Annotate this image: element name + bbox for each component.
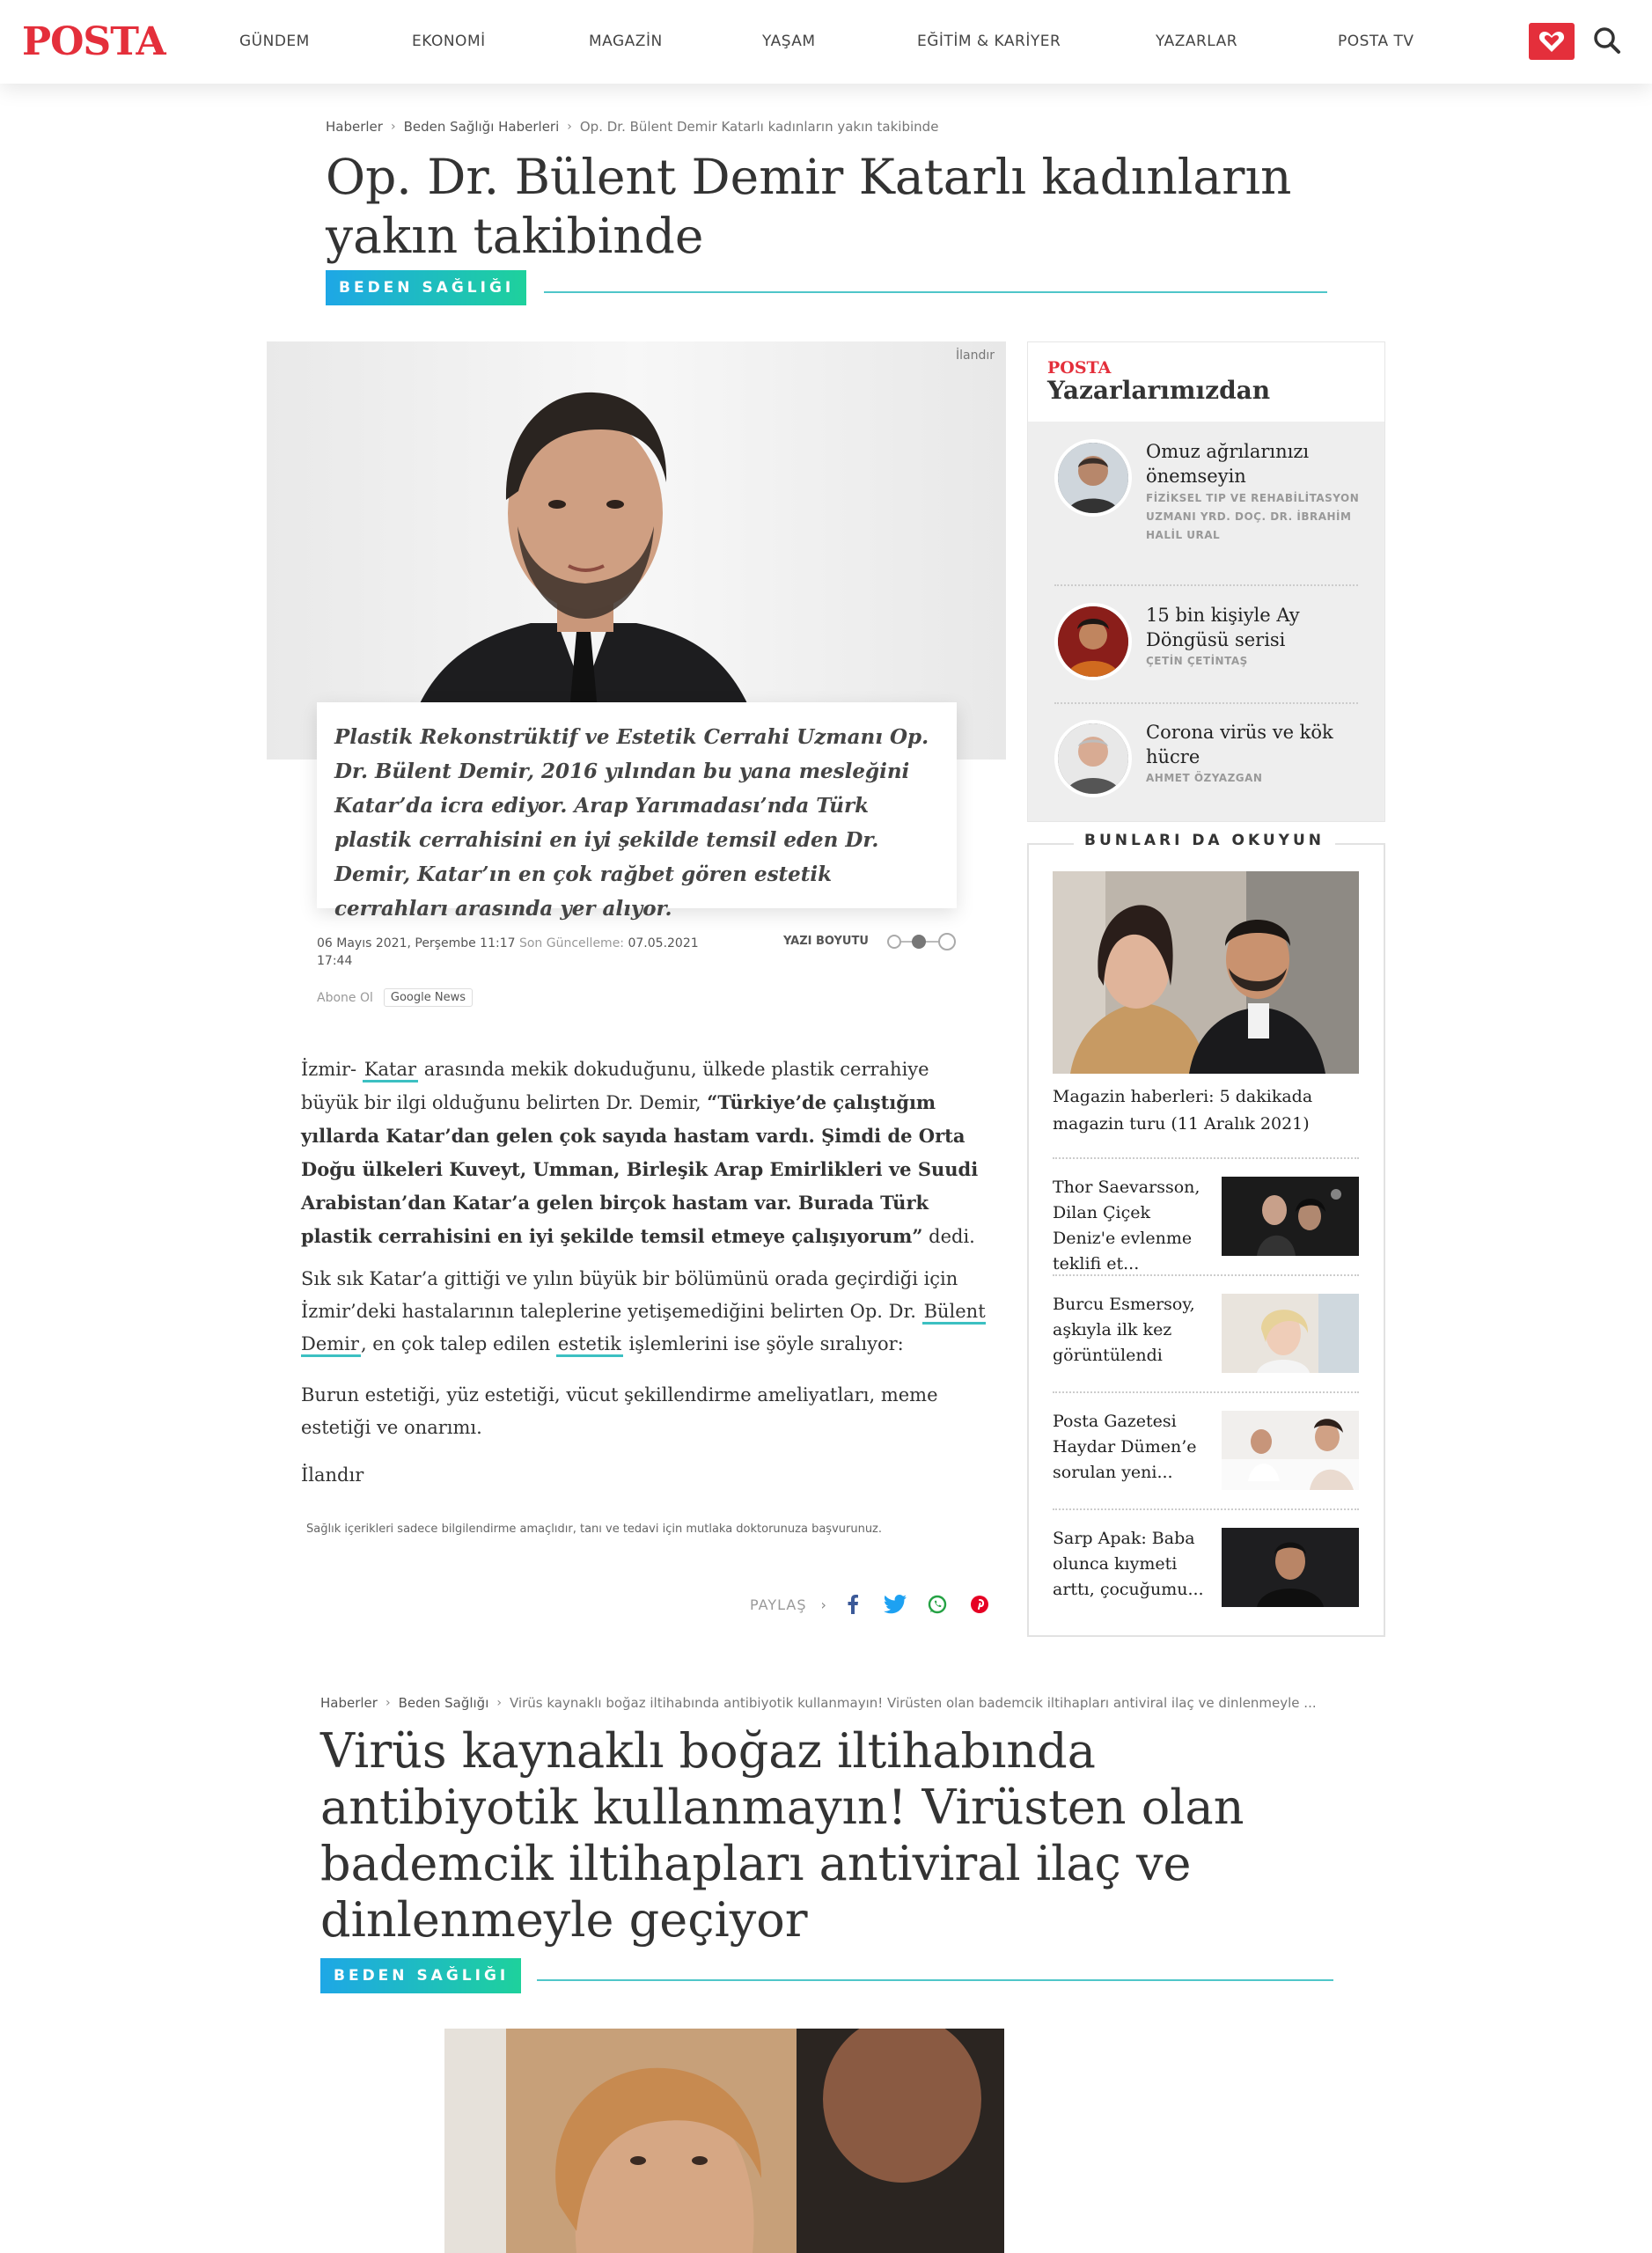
- divider: [1053, 1157, 1359, 1159]
- writers-widget: [1027, 341, 1385, 822]
- site-logo[interactable]: POSTA: [22, 19, 165, 64]
- nav-gundem[interactable]: GÜNDEM: [239, 33, 310, 50]
- divider: [1053, 1508, 1359, 1510]
- link-estetik[interactable]: estetik: [556, 1333, 623, 1357]
- read-more-title: BUNLARI DA OKUYUN: [1074, 832, 1335, 849]
- writer-article-title[interactable]: Omuz ağrılarınızı önemseyin: [1146, 441, 1310, 487]
- read-main-image[interactable]: [1053, 871, 1359, 1074]
- link-katar[interactable]: Katar: [363, 1059, 418, 1082]
- avatar: [1054, 439, 1132, 517]
- divider: [1054, 584, 1358, 586]
- doctor-portrait: [267, 341, 1006, 760]
- nav-posta-tv[interactable]: POSTA TV: [1338, 33, 1414, 50]
- read-main-caption[interactable]: Magazin haberleri: 5 dakikada magazin turu (11 Aralık 2021): [1053, 1087, 1313, 1134]
- nav-egitim-kariyer[interactable]: EĞİTİM & KARİYER: [917, 33, 1061, 50]
- search-icon: [1591, 25, 1623, 56]
- health-disclaimer: Sağlık içerikleri sadece bilgilendirme amaçlıdır, tanı ve tedavi için mutlaka doktorunuza başvurunuz.: [306, 1523, 883, 1536]
- heart-icon: [1538, 30, 1565, 53]
- share-label: PAYLAŞ: [750, 1596, 807, 1613]
- text-span: dedi.: [929, 1226, 975, 1247]
- title-divider-2: [537, 1979, 1333, 1981]
- text-span: işlemlerini ise şöyle sıralıyor:: [628, 1333, 904, 1354]
- read-item-image[interactable]: [1222, 1411, 1359, 1490]
- twitter-icon: [884, 1595, 907, 1614]
- divider: [1053, 1274, 1359, 1276]
- text-span: , en çok talep edilen: [360, 1333, 551, 1354]
- breadcrumb: [326, 119, 938, 135]
- article-paragraph-3: Burun estetiği, yüz estetiği, vücut şekillendirme ameliyatları, meme estetiği ve onarımı.: [301, 1384, 938, 1438]
- writer-article-title[interactable]: Corona virüs ve kök hücre: [1146, 722, 1333, 767]
- text-span: Sık sık Katar’a gittiği ve yılın büyük bir bölümünü orada geçirdiği için İzmir’deki hastalarının taleplerine yetişemediğini belirten Op. Dr.: [301, 1268, 958, 1322]
- breadcrumb-home[interactable]: Haberler: [320, 1695, 378, 1711]
- updated-label: Son Güncelleme:: [518, 936, 625, 950]
- twitter-share-button[interactable]: [884, 1593, 907, 1616]
- quote-text: “Türkiye’de çalıştığım yıllarda Katar’dan gelen çok sayıda hastam vardı. Şimdi de Orta Doğu ülkeleri Kuveyt, Umman, Birleşik Arap Emirlikleri ve Suudi Arabistan’dan Katar’a gelen birçok hastam var. Burada Türk plastik cerrahisini en iyi şekilde temsil etmeye çalışıyorum”: [301, 1091, 979, 1247]
- search-button[interactable]: [1591, 25, 1623, 56]
- facebook-share-button[interactable]: [841, 1593, 864, 1616]
- publish-date: 06 Mayıs 2021, Perşembe 11:17: [317, 936, 516, 950]
- title-divider: [544, 291, 1327, 293]
- read-item-image[interactable]: [1222, 1528, 1359, 1607]
- chevron-right-icon: ›: [820, 1596, 827, 1613]
- pinterest-icon: [970, 1595, 989, 1614]
- writers-title: Yazarlarımızdan: [1047, 376, 1271, 405]
- article-title-2: Virüs kaynaklı boğaz iltihabında antibiyotik kullanmayın! Virüsten olan bademcik iltihapları antiviral ilaç ve dinlenmeyle geçiyor: [320, 1723, 1245, 1948]
- nav-yazarlar[interactable]: YAZARLAR: [1156, 33, 1238, 50]
- chevron-right-icon: ›: [496, 1696, 502, 1710]
- ad-label: İlandır: [956, 349, 995, 363]
- avatar: [1054, 720, 1132, 797]
- favorites-button[interactable]: [1529, 23, 1575, 60]
- whatsapp-share-button[interactable]: [926, 1593, 949, 1616]
- chevron-right-icon: ›: [385, 1696, 391, 1710]
- chevron-right-icon: ›: [390, 120, 396, 134]
- read-item-title[interactable]: Thor Saevarsson, Dilan Çiçek Deniz'e evlenme teklifi et...: [1053, 1178, 1200, 1273]
- read-item-title[interactable]: Burcu Esmersoy, aşkıyla ilk kez görüntülendi: [1053, 1295, 1195, 1365]
- subscribe-label: Abone Ol: [317, 990, 373, 1005]
- divider: [1054, 702, 1358, 704]
- breadcrumb-2: [320, 1695, 1317, 1711]
- read-item-image[interactable]: [1222, 1294, 1359, 1373]
- read-item-title[interactable]: Posta Gazetesi Haydar Dümen’e sorulan yeni...: [1053, 1412, 1197, 1482]
- writers-logo: POSTA: [1047, 358, 1112, 378]
- read-item-title[interactable]: Sarp Apak: Baba olunca kıymeti arttı, çocuğumu...: [1053, 1529, 1204, 1599]
- article-2-image: [444, 2029, 1004, 2253]
- article-paragraph-2: [301, 1263, 988, 1361]
- whatsapp-icon: [928, 1595, 947, 1614]
- avatar: [1054, 603, 1132, 680]
- writers-widget-header: [1028, 342, 1384, 422]
- divider: [1053, 1391, 1359, 1393]
- pinterest-share-button[interactable]: [968, 1593, 991, 1616]
- subscribe-row: [317, 988, 473, 1007]
- chevron-right-icon: ›: [567, 120, 572, 134]
- font-size-slider[interactable]: [887, 931, 956, 952]
- hero-image: [267, 341, 1006, 760]
- facebook-icon: [847, 1595, 859, 1614]
- article-meta: [317, 935, 722, 970]
- article-paragraph-1: [301, 1053, 988, 1253]
- category-badge-2[interactable]: BEDEN SAĞLIĞI: [320, 1958, 521, 1993]
- updated-date: 07.05.2021 17:44: [317, 936, 699, 968]
- text-span: arasında mekik dokuduğunu, ülkede plastik cerrahiye büyük bir ilgi olduğunu belirten Dr. Demir,: [301, 1059, 929, 1113]
- nav-magazin[interactable]: MAGAZİN: [589, 33, 663, 50]
- breadcrumb-category[interactable]: Beden Sağlığı: [398, 1695, 489, 1711]
- google-news-button[interactable]: Google News: [384, 988, 473, 1007]
- read-item-image[interactable]: [1222, 1177, 1359, 1256]
- writer-author: ÇETİN ÇETİNTAŞ: [1146, 655, 1248, 667]
- lead-box: [317, 702, 957, 921]
- category-badge[interactable]: BEDEN SAĞLIĞI: [326, 270, 526, 305]
- writer-author: AHMET ÖZYAZGAN: [1146, 772, 1263, 784]
- writer-article-title[interactable]: 15 bin kişiyle Ay Döngüsü serisi: [1146, 605, 1300, 650]
- article-lead: Plastik Rekonstrüktif ve Estetik Cerrahi Uzmanı Op. Dr. Bülent Demir, 2016 yılından bu yana mesleğini Katar’da icra ediyor. Arap Yarımadası’nda Türk plastik cerrahisini en iyi şekilde temsil eden Dr. Demir, Katar’ın en çok rağbet gören estetik cerrahları arasında yer alıyor.: [334, 725, 929, 921]
- breadcrumb-home[interactable]: Haberler: [326, 119, 383, 135]
- article-paragraph-4: İlandır: [301, 1464, 364, 1486]
- link-bulent-demir[interactable]: Bülent Demir: [301, 1301, 986, 1357]
- nav-ekonomi[interactable]: EKONOMİ: [412, 33, 486, 50]
- font-size-label: YAZI BOYUTU: [783, 935, 869, 948]
- article-title: Op. Dr. Bülent Demir Katarlı kadınların yakın takibinde: [326, 149, 1292, 265]
- breadcrumb-category[interactable]: Beden Sağlığı Haberleri: [403, 119, 560, 135]
- breadcrumb-current: Virüs kaynaklı boğaz iltihabında antibiyotik kullanmayın! Virüsten olan bademcik iltihapları antiviral ilaç ve dinlenmeyle ...: [509, 1695, 1317, 1711]
- share-bar: [750, 1593, 1010, 1616]
- site-header: [0, 0, 1652, 84]
- breadcrumb-current: Op. Dr. Bülent Demir Katarlı kadınların yakın takibinde: [579, 119, 939, 135]
- nav-yasam[interactable]: YAŞAM: [762, 33, 816, 50]
- writer-author: FİZİKSEL TIP VE REHABİLİTASYON UZMANI YRD. DOÇ. DR. İBRAHİM HALİL URAL: [1146, 492, 1360, 541]
- text-span: İzmir-: [301, 1059, 357, 1080]
